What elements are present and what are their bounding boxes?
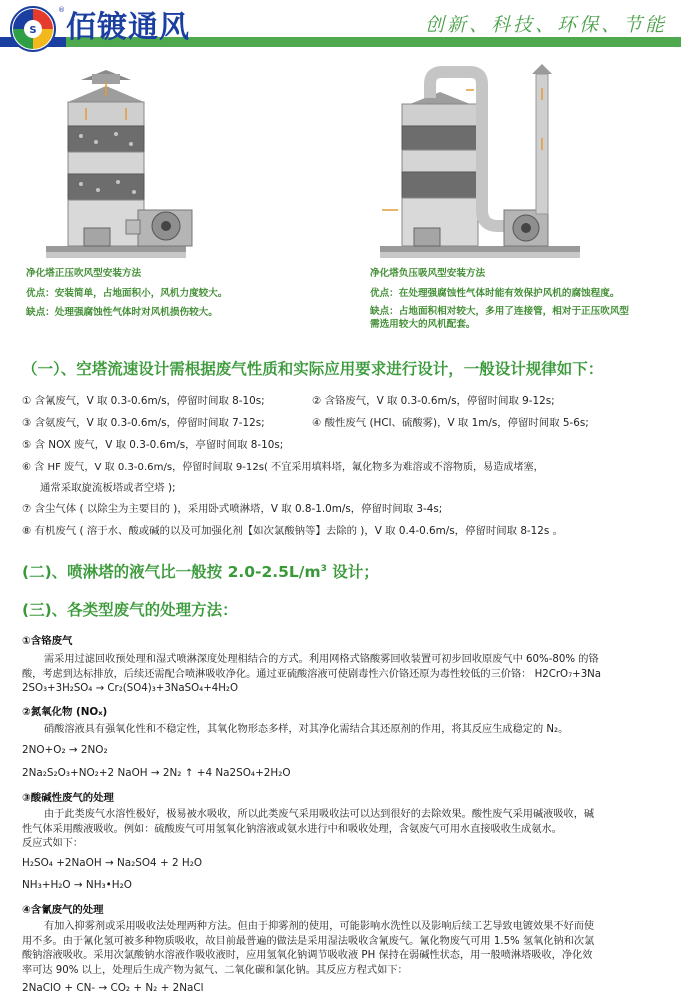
acid-base-equation-2: NH₃+H₂O → NH₃•H₂O [22,879,132,891]
rule-item-7: ⑦ 含尘气体 ( 以除尘为主要目的 )，采用卧式喷淋塔，V 取 0.8-1.0m/s，停留时间取 3-4s; [22,503,443,515]
acid-base-line-3: 反应式如下： [22,838,84,849]
rule-item-5: ⑤ 含 NOX 废气，V 取 0.3-0.6m/s，亭留时间取 8-10s; [22,439,284,451]
registered-mark: ® [58,6,65,14]
right-figure-title: 净化塔负压吸风型安装方法 [370,268,486,279]
cyanide-line-2: 用不多。由于氰化氢可被多种物质吸收，故目前最普遍的做法是采用湿法吸收含氰废气。氰化物废气可用 1.5% 氢氧化钠和次氯 [22,935,595,947]
nitrogen-equation-1: 2NO+O₂ → 2NO₂ [22,744,108,756]
chromium-text-line-2: 酸，考虑到达标排放，后续还需配合喷淋吸收净化。通过亚硫酸溶液可使剧毒性六价铬还原为毒性较低的三价铬： H2CrO₇+3Na [22,668,602,680]
page-header [0,0,681,62]
cyanide-line-3: 酸钠溶液吸收。采用次氯酸钠水溶液作吸收液时，应用氢氧化钠调节吸收液 PH 保持在弱碱性状态，用一般喷淋塔吸收，净化效 [22,950,593,961]
chromium-text-line-3: 2SO₃+3H₂SO₄ → Cr₂(SO4)₃+3NaSO₄+4H₂O [22,683,239,694]
left-figure-caption [26,266,326,322]
section2-title-end: 设计； [326,563,379,581]
svg-text:S: S [29,25,37,36]
company-logo-icon [10,6,56,52]
section1-title: （一）、空塔流速设计需根据废气性质和实际应用要求进行设计，一般设计规律如下： [22,360,604,378]
rule-item-1: ① 含氰废气，V 取 0.3-0.6m/s，停留时间取 8-10s; [22,395,265,407]
left-figure-pros: 优点：安装简单，占地面积小，风机力度较大。 [26,287,228,299]
nitrogen-oxide-heading: ②氮氧化物 (NOₓ) [22,706,108,718]
rule-item-6: ⑥ 含 HF 废气，V 取 0.3-0.6m/s，停留时间取 9-12s( 不宜采用填料塔，氟化物多为难溶或不溶物质，易造成堵塞， [22,462,544,473]
acid-base-line-2: 性气体采用酸液吸收。例如：硫酸废气可用氢氧化钠溶液或氨水进行中和吸收处理，含氨废气可用水直接吸收生成氨水。 [22,823,562,835]
right-figure-pros: 优点：在处理强腐蚀性气体时能有效保护风机的腐蚀程度。 [370,287,620,299]
section2-title-sup: 3 [320,563,327,574]
acid-base-equation-1: H₂SO₄ +2NaOH → Na₂SO4 + 2 H₂O [22,857,203,869]
rule-item-4: ④ 酸性废气 (HCl、硫酸雾)，V 取 1m/s，停留时间取 5-6s; [312,417,589,429]
right-figure-cons: 缺点：占地面积相对较大，多用了连接管，相对于正压吹风型 [370,306,630,317]
chromium-text-line-1: 需采用过滤回收预处理和湿式喷淋深度处理相结合的方式。利用网格式铬酸雾回收装置可初步回收原废气中 60%-80% 的铬 [44,654,599,665]
left-figure-cons: 缺点：处理强腐蚀性气体时对风机损伤较大。 [26,307,218,318]
section3-title: (三)、各类型废气的处理方法： [22,601,238,619]
cyanide-equation-1: 2NaClO + CN- → CO₂ + N₂ + 2NaCl [22,982,204,994]
rule-item-2: ② 含铬废气，V 取 0.3-0.6m/s，停留时间取 9-12s; [312,395,555,407]
nitrogen-oxide-text: 硝酸溶液具有强氧化性和不稳定性，其氧化物形态多样，对其净化需结合其还原剂的作用，将其反应生成稳定的 N₂。 [44,724,569,735]
positive-pressure-tower-illustration [26,60,322,270]
rule-item-3: ③ 含氨废气，V 取 0.3-0.6m/s，停留时间取 7-12s; [22,417,265,429]
chromium-waste-gas-heading: ①含铬废气 [22,635,73,647]
brand-name: 佰镀通风 [66,10,190,45]
acid-base-heading: ③酸碱性废气的处理 [22,792,114,804]
right-figure-cons-cont: 需选用较大的风机配套。 [370,319,476,330]
acid-base-line-1: 由于此类废气水溶性极好，极易被水吸收，所以此类废气采用吸收法可以达到很好的去除效果。酸性废气采用碱液吸收，碱 [44,809,595,820]
nitrogen-equation-2: 2Na₂S₂O₃+NO₂+2 NaOH → 2N₂ ↑ +4 Na2SO₄+2H₂O [22,767,291,779]
left-figure-title: 净化塔正压吹风型安装方法 [26,268,142,279]
cyanide-line-1: 有加入抑雾剂或采用吸收法处理两种方法。但由于抑雾剂的使用，可能影响水洗性以及影响后续工艺导致电镀效果不好而使 [44,921,595,932]
negative-pressure-tower-illustration [370,60,670,270]
cyanide-line-4: 率可达 90% 以上，处理后生成产物为氮气、二氧化碳和氯化钠。其反应方程式如下： [22,964,408,976]
right-figure-caption [370,266,670,331]
acid-base-text [22,808,662,852]
section2-title-text: (二)、喷淋塔的液气比一般按 2.0-2.5L/m [22,563,321,581]
cyanide-text [22,920,662,978]
rule-item-8: ⑧ 有机废气 ( 溶于水、酸或碱的以及可加强化剂【如次氯酸钠等】去除的 )，V 取 0.4-0.6m/s，停留时间取 8-12s 。 [22,525,564,537]
rule-item-6-cont: 通常采取旋流板塔或者空塔 ); [40,482,176,494]
section2-title [22,560,379,582]
slogan: 创新、科技、环保、节能 [424,14,667,36]
cyanide-heading: ④含氰废气的处理 [22,904,104,916]
chromium-waste-gas-text [22,653,662,697]
